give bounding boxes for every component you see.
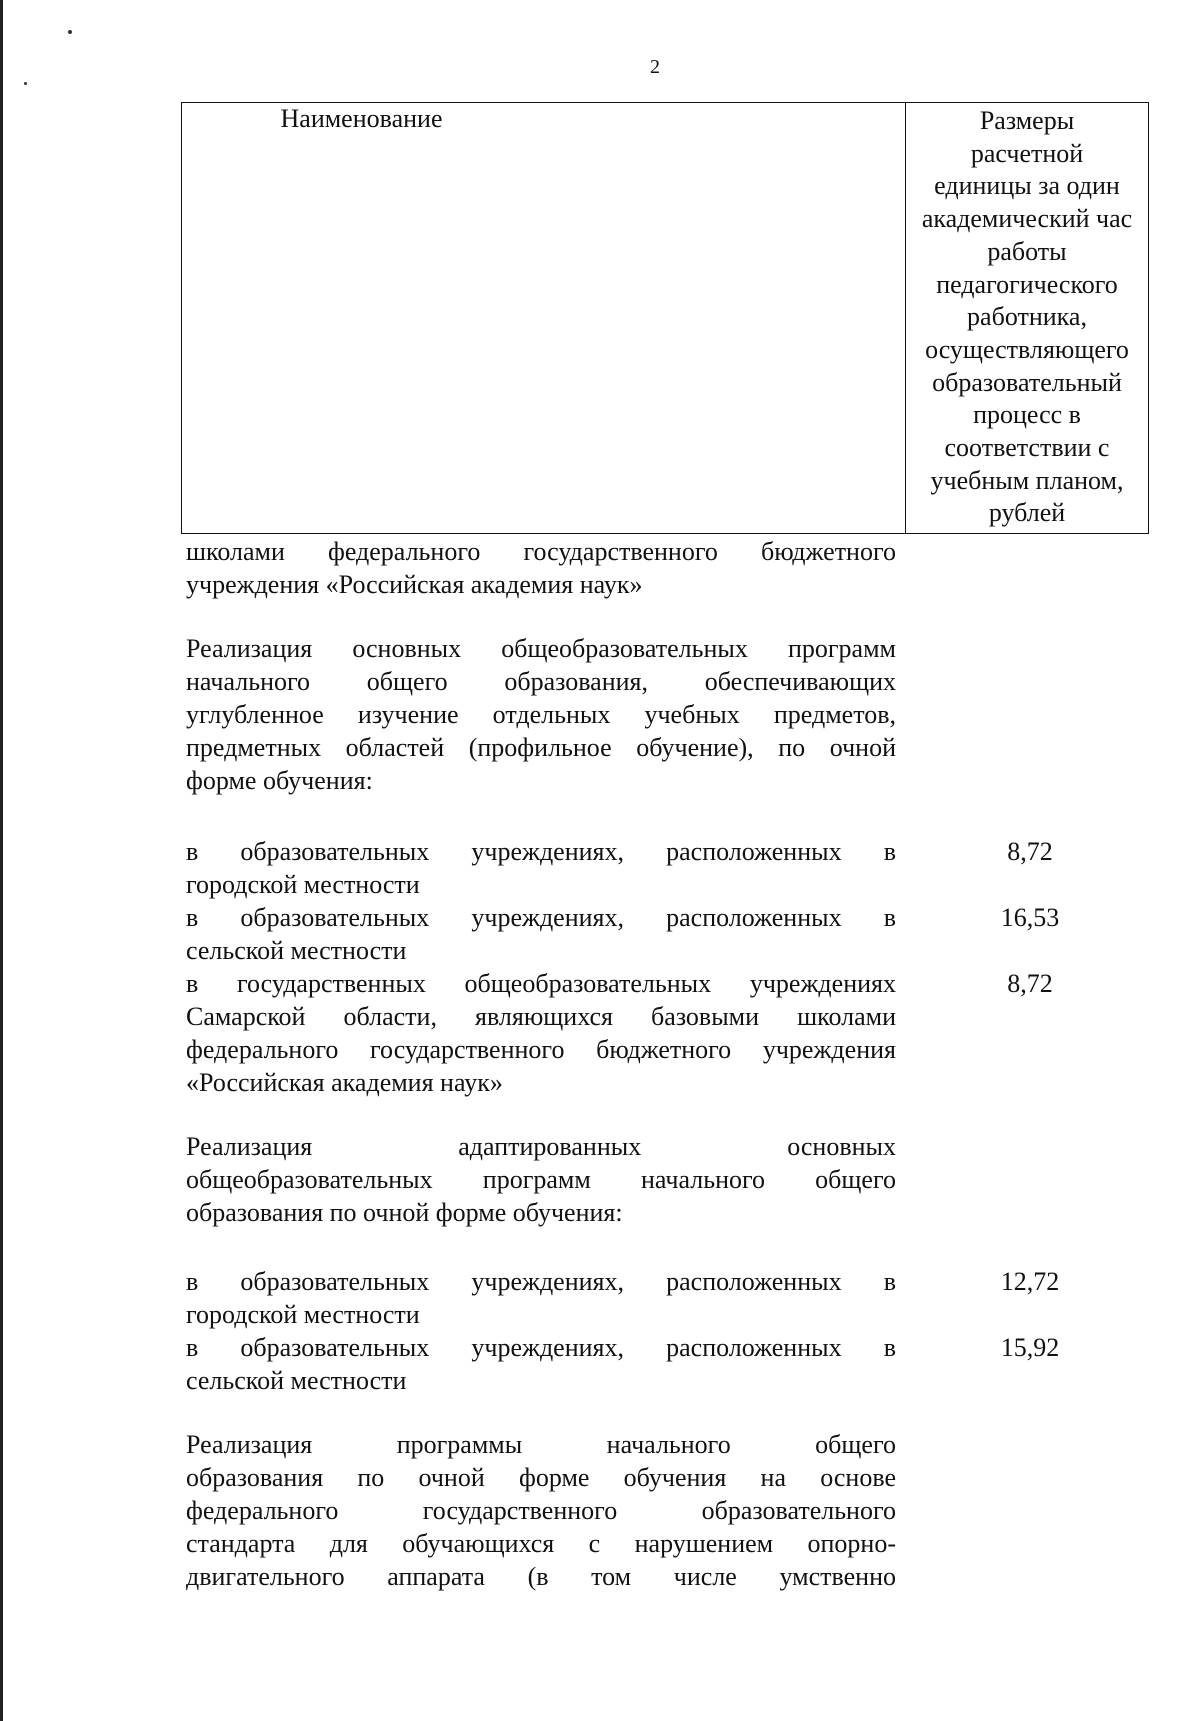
section-heading: Реализация адаптированных основных общеобразовательных программ начального общего образования по очной форме обучения: [186,1132,896,1227]
column-header-size: Размеры расчетной единицы за один академический час работы педагогического работника, осуществляющего образовательный процесс в соответствии с учебным планом, рублей [921,106,1133,528]
table-row-label: в образовательных учреждениях, расположенных в городской местности [186,1267,896,1329]
table-row-value: 12,72 [1000,1267,1060,1296]
column-header-name: Наименование [280,104,443,133]
scan-speck [24,82,27,85]
section-heading: Реализация программы начального общего образования по очной форме обучения на основе федерального государственного образовательного стандарта для обучающихся с нарушением опорно- двигательного аппарата (в том числе умственно [186,1430,896,1591]
table-row-value: 15,92 [1000,1333,1060,1362]
scan-speck [68,30,72,34]
page-number: 2 [650,56,660,78]
table-row-label: в образовательных учреждениях, расположенных в сельской местности [186,903,896,965]
table-row-value: 8,72 [1007,837,1053,866]
table-row-label: в образовательных учреждениях, расположенных в сельской местности [186,1333,896,1395]
table-row-label: в государственных общеобразовательных учреждениях Самарской области, являющихся базовыми школами федерального государственного бюджетного учреждения «Российская академия наук» [186,969,896,1097]
table-row-value: 8,72 [1007,969,1053,998]
scan-edge-line [0,0,3,1721]
table-row-value: 16,53 [1000,903,1060,932]
section-heading: Реализация основных общеобразовательных программ начального общего образования, обеспечивающих углубленное изучение отдельных учебных предметов, предметных областей (профильное обучение), по очной формe обучения: [186,634,896,795]
table-row-label: в образовательных учреждениях, расположенных в городской местности [186,837,896,899]
continuation-text: школами федерального государственного бюджетного учреждения «Российская академия наук» [186,537,896,599]
